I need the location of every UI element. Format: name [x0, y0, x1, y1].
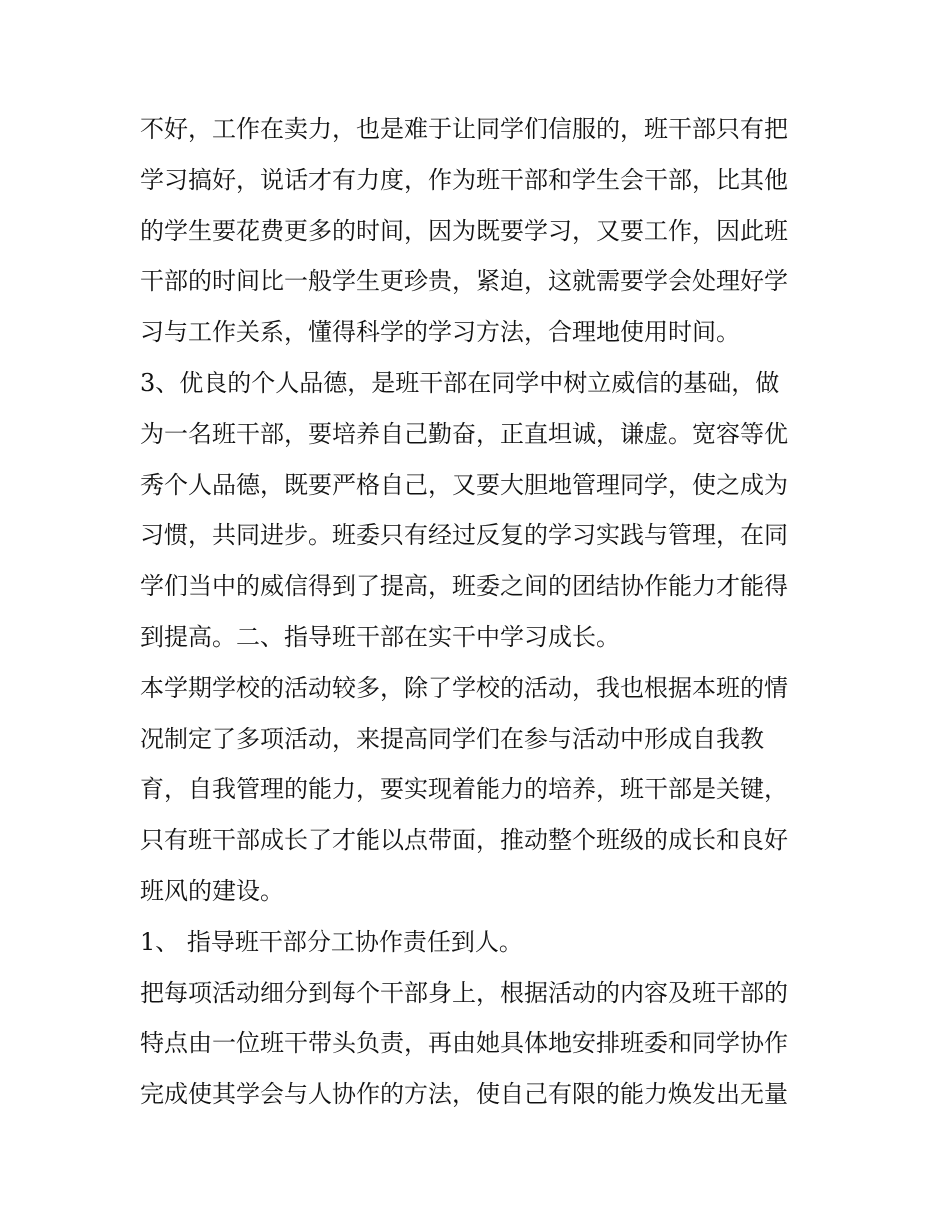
text-line: 完成使其学会与人协作的方法，使自己有限的能力焕发出无量	[140, 1080, 788, 1109]
text-line: 况制定了多项活动，来提高同学们在参与活动中形成自我教	[140, 724, 764, 753]
text-line: 干部的时间比一般学生更珍贵，紧迫，这就需要学会处理好学	[140, 267, 788, 296]
text-line: 学们当中的威信得到了提高，班委之间的团结协作能力才能得	[140, 572, 788, 601]
text-line: 学习搞好，说话才有力度，作为班干部和学生会干部，比其他	[140, 165, 788, 194]
text-line: 的学生要花费更多的时间，因为既要学习，又要工作，因此班	[140, 216, 788, 245]
text-line: 3、优良的个人品德，是班干部在同学中树立威信的基础，做	[140, 368, 780, 397]
text-line: 班风的建设。	[140, 876, 284, 905]
text-line: 本学期学校的活动较多，除了学校的活动，我也根据本班的情	[140, 673, 788, 702]
text-line: 秀个人品德，既要严格自己，又要大胆地管理同学，使之成为	[140, 470, 788, 499]
document-body	[140, 104, 820, 1120]
text-line: 不好，工作在卖力，也是难于让同学们信服的，班干部只有把	[140, 115, 788, 143]
text-line: 习与工作关系，懂得科学的学习方法，合理地使用时间。	[140, 318, 740, 347]
text-line: 育，自我管理的能力，要实现着能力的培养，班干部是关键，	[140, 775, 788, 804]
text-line: 到提高。二、指导班干部在实干中学习成长。	[140, 622, 620, 651]
text-line: 只有班干部成长了才能以点带面，推动整个班级的成长和良好	[140, 826, 788, 855]
text-line: 把每项活动细分到每个干部身上，根据活动的内容及班干部的	[140, 978, 788, 1007]
text-line: 特点由一位班干带头负责，再由她具体地安排班委和同学协作	[140, 1029, 788, 1058]
text-line: 1、 指导班干部分工协作责任到人。	[140, 927, 523, 956]
text-line: 习惯，共同进步。班委只有经过反复的学习实践与管理，在同	[140, 521, 788, 550]
text-line: 为一名班干部，要培养自己勤奋，正直坦诚，谦虚。宽容等优	[140, 419, 788, 448]
